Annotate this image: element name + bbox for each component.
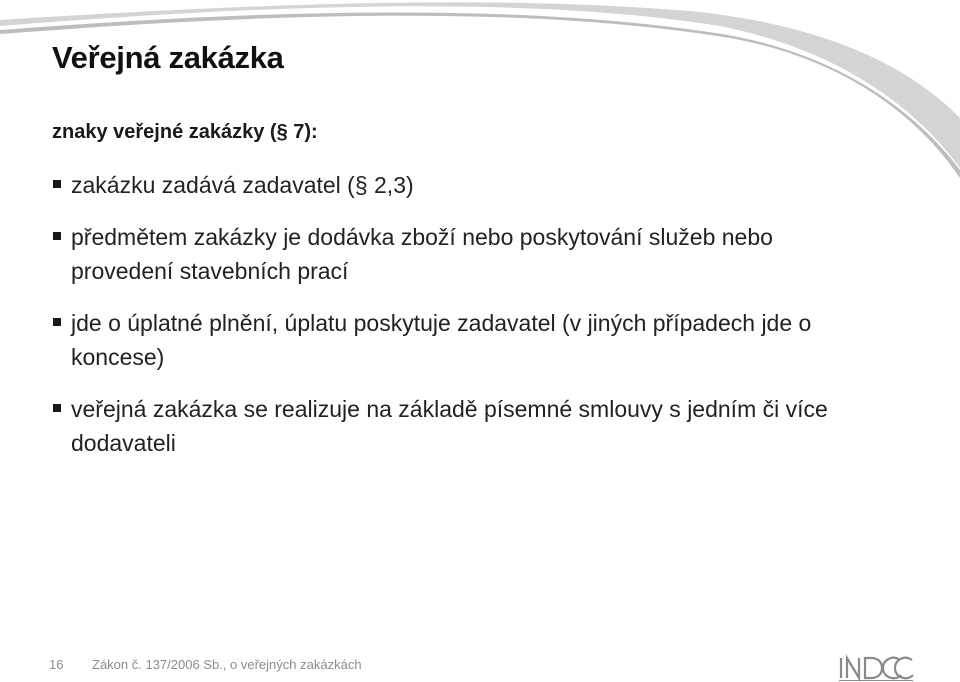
- square-bullet-icon: [53, 232, 61, 240]
- square-bullet-icon: [53, 180, 61, 188]
- list-item: [52, 306, 852, 374]
- slide-subtitle: znaky veřejné zakázky (§ 7):: [52, 121, 318, 143]
- page-number: 16: [49, 657, 64, 672]
- list-item: [52, 220, 852, 288]
- footer-text: Zákon č. 137/2006 Sb., o veřejných zakázkách: [92, 657, 362, 672]
- list-item: [52, 392, 852, 460]
- list-item: [52, 168, 852, 202]
- bullet-text: předmětem zakázky je dodávka zboží nebo poskytování služeb nebo provedení stavebních prací: [71, 224, 773, 284]
- slide-title: Veřejná zakázka: [52, 40, 284, 75]
- bullet-text: zakázku zadává zadavatel (§ 2,3): [71, 172, 414, 198]
- bullet-text: jde o úplatné plnění, úplatu poskytuje zadavatel (v jiných případech jde o koncese): [71, 310, 812, 370]
- bullet-list: [52, 168, 852, 478]
- square-bullet-icon: [53, 404, 61, 412]
- slide-footer: [0, 654, 960, 678]
- indoc-logo-icon: [838, 654, 914, 682]
- bullet-text: veřejná zakázka se realizuje na základě písemné smlouvy s jedním či více dodavateli: [71, 396, 828, 456]
- square-bullet-icon: [53, 318, 61, 326]
